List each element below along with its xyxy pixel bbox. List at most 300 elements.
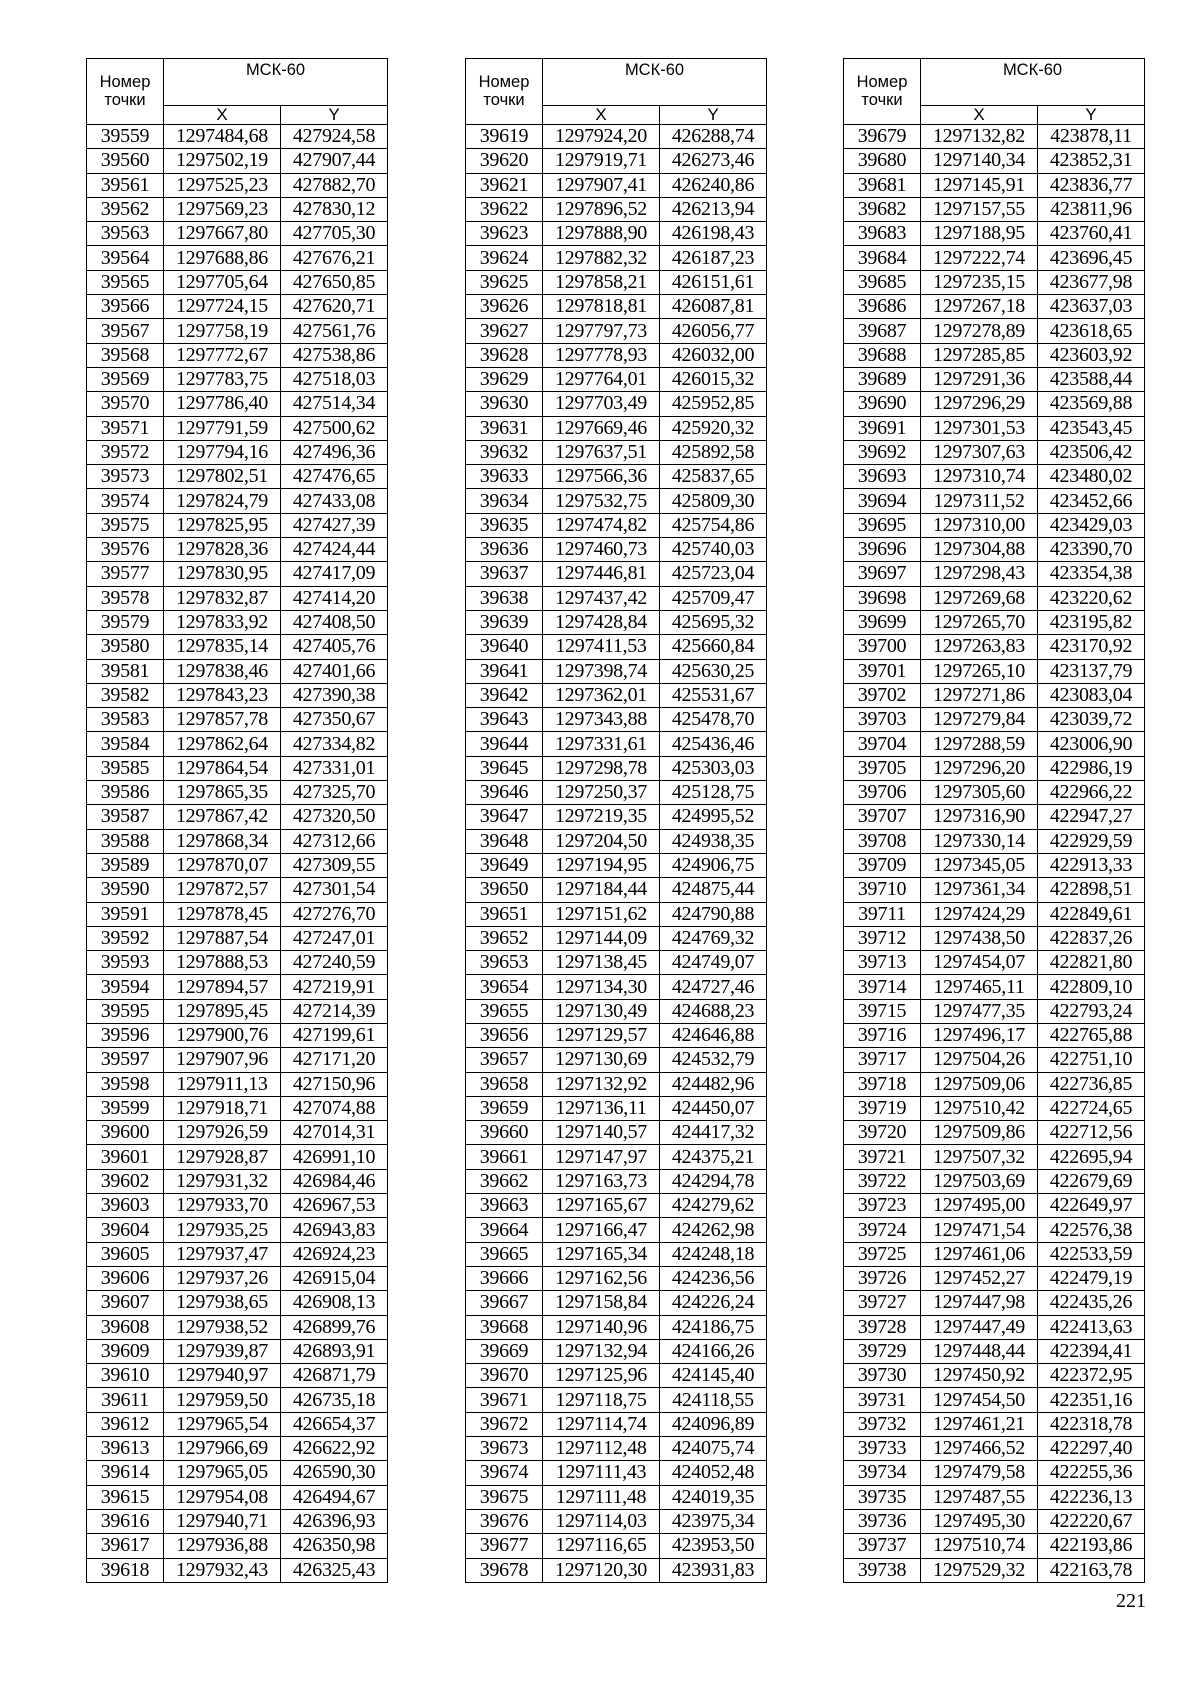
table-row [844,1315,1145,1339]
point-number-cell: 39592 [87,926,164,950]
y-coordinate-cell: 427320,50 [281,805,388,829]
x-coordinate-cell: 1297783,75 [164,367,281,391]
x-coordinate-cell: 1297278,89 [921,319,1038,343]
x-coordinate-cell: 1297786,40 [164,392,281,416]
point-number-cell: 39595 [87,999,164,1023]
y-coordinate-cell: 423931,83 [660,1558,767,1582]
table-row [466,999,767,1023]
table-row [844,319,1145,343]
point-number-cell: 39619 [466,125,543,149]
table-row [844,1339,1145,1363]
y-coordinate-cell: 424166,26 [660,1339,767,1363]
table-row [844,1096,1145,1120]
y-coordinate-cell: 422986,19 [1038,756,1145,780]
y-coordinate-cell: 427476,65 [281,465,388,489]
point-number-cell: 39720 [844,1121,921,1145]
y-coordinate-cell: 423543,45 [1038,416,1145,440]
point-number-cell: 39638 [466,586,543,610]
table-row [466,392,767,416]
y-coordinate-cell: 427309,55 [281,853,388,877]
point-number-cell: 39617 [87,1534,164,1558]
y-coordinate-cell: 425303,03 [660,756,767,780]
table-row [466,270,767,294]
x-coordinate-cell: 1297724,15 [164,295,281,319]
x-coordinate-cell: 1297888,90 [543,222,660,246]
point-number-cell: 39628 [466,343,543,367]
point-number-cell: 39569 [87,367,164,391]
y-coordinate-cell: 426924,23 [281,1242,388,1266]
table-row [466,562,767,586]
x-coordinate-cell: 1297138,45 [543,951,660,975]
y-coordinate-cell: 427247,01 [281,926,388,950]
x-coordinate-cell: 1297114,74 [543,1412,660,1436]
table-row [466,440,767,464]
table-row [844,1291,1145,1315]
x-coordinate-cell: 1297938,52 [164,1315,281,1339]
point-number-cell: 39588 [87,829,164,853]
x-coordinate-cell: 1297830,95 [164,562,281,586]
table-row [87,1461,388,1485]
table-row [87,562,388,586]
y-header: Y [281,106,388,125]
y-coordinate-cell: 423618,65 [1038,319,1145,343]
y-coordinate-cell: 427561,76 [281,319,388,343]
y-coordinate-cell: 424417,32 [660,1121,767,1145]
y-coordinate-cell: 425630,25 [660,659,767,683]
table-row [87,465,388,489]
x-coordinate-cell: 1297140,96 [543,1315,660,1339]
table-row [844,975,1145,999]
point-number-cell: 39654 [466,975,543,999]
point-number-cell: 39571 [87,416,164,440]
y-coordinate-cell: 426396,93 [281,1509,388,1533]
x-coordinate-cell: 1297465,11 [921,975,1038,999]
point-number-cell: 39608 [87,1315,164,1339]
x-coordinate-cell: 1297835,14 [164,635,281,659]
x-coordinate-cell: 1297132,94 [543,1339,660,1363]
table-row [87,1048,388,1072]
y-coordinate-cell: 426899,76 [281,1315,388,1339]
point-number-cell: 39593 [87,951,164,975]
table-row [87,1509,388,1533]
x-coordinate-cell: 1297705,64 [164,270,281,294]
y-coordinate-cell: 423696,45 [1038,246,1145,270]
y-coordinate-cell: 427401,66 [281,659,388,683]
y-coordinate-cell: 422821,80 [1038,951,1145,975]
y-coordinate-cell: 422679,69 [1038,1169,1145,1193]
table-row [87,1534,388,1558]
table-row [87,1096,388,1120]
y-coordinate-cell: 424938,35 [660,829,767,853]
point-number-cell: 39705 [844,756,921,780]
table-row [87,829,388,853]
point-number-cell: 39599 [87,1096,164,1120]
point-number-cell: 39682 [844,197,921,221]
table-row [87,1072,388,1096]
y-coordinate-cell: 426984,46 [281,1169,388,1193]
x-coordinate-cell: 1297918,71 [164,1096,281,1120]
table-row [844,149,1145,173]
point-number-cell: 39649 [466,853,543,877]
point-number-cell: 39641 [466,659,543,683]
x-coordinate-cell: 1297928,87 [164,1145,281,1169]
y-coordinate-cell: 427214,39 [281,999,388,1023]
table-row [844,1485,1145,1509]
table-row [87,635,388,659]
point-number-cell: 39723 [844,1194,921,1218]
x-coordinate-cell: 1297424,29 [921,902,1038,926]
table-row [87,1388,388,1412]
x-coordinate-cell: 1297825,95 [164,513,281,537]
x-coordinate-cell: 1297454,07 [921,951,1038,975]
x-coordinate-cell: 1297954,08 [164,1485,281,1509]
y-coordinate-cell: 424186,75 [660,1315,767,1339]
x-coordinate-cell: 1297291,36 [921,367,1038,391]
table-row [466,1558,767,1582]
point-number-cell: 39618 [87,1558,164,1582]
y-coordinate-cell: 425709,47 [660,586,767,610]
y-coordinate-cell: 423637,03 [1038,295,1145,319]
table-row [87,708,388,732]
point-number-cell: 39736 [844,1509,921,1533]
point-number-cell: 39626 [466,295,543,319]
y-coordinate-cell: 426087,81 [660,295,767,319]
x-coordinate-cell: 1297900,76 [164,1023,281,1047]
point-number-cell: 39683 [844,222,921,246]
table-row [844,683,1145,707]
point-number-cell: 39707 [844,805,921,829]
table-row [466,683,767,707]
y-coordinate-cell: 425128,75 [660,781,767,805]
x-coordinate-cell: 1297362,01 [543,683,660,707]
y-coordinate-cell: 422479,19 [1038,1266,1145,1290]
x-coordinate-cell: 1297791,59 [164,416,281,440]
table-row [466,975,767,999]
x-coordinate-cell: 1297794,16 [164,440,281,464]
y-coordinate-cell: 427301,54 [281,878,388,902]
table-row [87,610,388,634]
point-number-cell: 39616 [87,1509,164,1533]
table-row [844,853,1145,877]
x-coordinate-cell: 1297933,70 [164,1194,281,1218]
y-coordinate-cell: 425436,46 [660,732,767,756]
table-row [87,1339,388,1363]
x-coordinate-cell: 1297504,26 [921,1048,1038,1072]
point-number-cell: 39567 [87,319,164,343]
y-coordinate-cell: 422929,59 [1038,829,1145,853]
table-row [87,1485,388,1509]
y-coordinate-cell: 427500,62 [281,416,388,440]
point-number-cell: 39726 [844,1266,921,1290]
table-row [466,829,767,853]
point-number-cell: 39699 [844,610,921,634]
x-coordinate-cell: 1297165,67 [543,1194,660,1218]
table-row [466,878,767,902]
table-row [844,878,1145,902]
point-number-cell: 39727 [844,1291,921,1315]
y-coordinate-cell: 427417,09 [281,562,388,586]
table-row [87,853,388,877]
point-number-cell: 39613 [87,1437,164,1461]
y-coordinate-cell: 423480,02 [1038,465,1145,489]
point-number-cell: 39586 [87,781,164,805]
x-coordinate-cell: 1297129,57 [543,1023,660,1047]
x-coordinate-cell: 1297764,01 [543,367,660,391]
y-coordinate-cell: 426187,23 [660,246,767,270]
x-coordinate-cell: 1297398,74 [543,659,660,683]
table-row [87,1364,388,1388]
table-row [87,756,388,780]
y-coordinate-cell: 426893,91 [281,1339,388,1363]
point-number-header: Номер точки [466,59,543,125]
x-coordinate-cell: 1297503,69 [921,1169,1038,1193]
x-coordinate-cell: 1297130,69 [543,1048,660,1072]
y-coordinate-cell: 427514,34 [281,392,388,416]
point-number-cell: 39664 [466,1218,543,1242]
x-coordinate-cell: 1297166,47 [543,1218,660,1242]
table-row [87,1218,388,1242]
table-row [466,1437,767,1461]
point-number-cell: 39675 [466,1485,543,1509]
table-row [844,416,1145,440]
point-number-cell: 39658 [466,1072,543,1096]
point-number-cell: 39669 [466,1339,543,1363]
table-row [87,732,388,756]
table-row [466,1534,767,1558]
point-number-cell: 39584 [87,732,164,756]
point-number-cell: 39601 [87,1145,164,1169]
y-coordinate-cell: 427538,86 [281,343,388,367]
point-number-cell: 39700 [844,635,921,659]
coordinate-system-header: МСК-60 [921,59,1145,106]
y-coordinate-cell: 427312,66 [281,829,388,853]
table-row [844,295,1145,319]
table-row [466,1485,767,1509]
point-number-cell: 39597 [87,1048,164,1072]
point-number-cell: 39646 [466,781,543,805]
table-row [844,1509,1145,1533]
table-row [844,1534,1145,1558]
table-row [87,319,388,343]
y-coordinate-cell: 424769,32 [660,926,767,950]
point-number-cell: 39661 [466,1145,543,1169]
y-coordinate-cell: 426967,53 [281,1194,388,1218]
point-number-cell: 39585 [87,756,164,780]
point-number-cell: 39614 [87,1461,164,1485]
x-coordinate-cell: 1297316,90 [921,805,1038,829]
table-row [844,1558,1145,1582]
point-number-cell: 39695 [844,513,921,537]
x-coordinate-cell: 1297496,17 [921,1023,1038,1047]
y-coordinate-cell: 423836,77 [1038,173,1145,197]
y-coordinate-cell: 427518,03 [281,367,388,391]
y-coordinate-cell: 422163,78 [1038,1558,1145,1582]
table-row [87,1412,388,1436]
x-coordinate-cell: 1297163,73 [543,1169,660,1193]
y-coordinate-cell: 427331,01 [281,756,388,780]
point-number-cell: 39581 [87,659,164,683]
point-number-cell: 39640 [466,635,543,659]
table-row [844,610,1145,634]
x-coordinate-cell: 1297279,84 [921,708,1038,732]
y-coordinate-cell: 426915,04 [281,1266,388,1290]
x-coordinate-cell: 1297569,23 [164,197,281,221]
y-coordinate-cell: 426735,18 [281,1388,388,1412]
x-coordinate-cell: 1297136,11 [543,1096,660,1120]
point-number-cell: 39570 [87,392,164,416]
y-coordinate-cell: 422193,86 [1038,1534,1145,1558]
x-coordinate-cell: 1297132,92 [543,1072,660,1096]
y-coordinate-cell: 423429,03 [1038,513,1145,537]
y-coordinate-cell: 425754,86 [660,513,767,537]
table-row [87,367,388,391]
y-coordinate-cell: 422649,97 [1038,1194,1145,1218]
table-row [466,1096,767,1120]
point-number-cell: 39606 [87,1266,164,1290]
x-coordinate-cell: 1297895,45 [164,999,281,1023]
x-coordinate-cell: 1297130,49 [543,999,660,1023]
point-number-cell: 39579 [87,610,164,634]
table-row [844,1461,1145,1485]
table-row [466,732,767,756]
x-coordinate-cell: 1297114,03 [543,1509,660,1533]
x-coordinate-cell: 1297194,95 [543,853,660,877]
y-coordinate-cell: 425892,58 [660,440,767,464]
y-coordinate-cell: 423878,11 [1038,125,1145,149]
point-number-cell: 39615 [87,1485,164,1509]
y-coordinate-cell: 426198,43 [660,222,767,246]
table-row [466,343,767,367]
y-coordinate-cell: 427705,30 [281,222,388,246]
table-row [844,270,1145,294]
x-coordinate-cell: 1297305,60 [921,781,1038,805]
point-number-cell: 39591 [87,902,164,926]
y-coordinate-cell: 422837,26 [1038,926,1145,950]
point-number-cell: 39673 [466,1437,543,1461]
point-number-cell: 39589 [87,853,164,877]
point-number-cell: 39582 [87,683,164,707]
x-coordinate-cell: 1297865,35 [164,781,281,805]
x-coordinate-cell: 1297438,50 [921,926,1038,950]
table-row [87,270,388,294]
x-coordinate-cell: 1297140,57 [543,1121,660,1145]
point-number-cell: 39643 [466,708,543,732]
y-coordinate-cell: 427433,08 [281,489,388,513]
point-number-cell: 39635 [466,513,543,537]
point-number-cell: 39735 [844,1485,921,1509]
point-number-cell: 39596 [87,1023,164,1047]
point-number-cell: 39633 [466,465,543,489]
point-number-cell: 39702 [844,683,921,707]
point-number-cell: 39692 [844,440,921,464]
x-coordinate-cell: 1297857,78 [164,708,281,732]
y-coordinate-cell: 424906,75 [660,853,767,877]
y-coordinate-cell: 426015,32 [660,367,767,391]
y-coordinate-cell: 427350,67 [281,708,388,732]
x-coordinate-cell: 1297872,57 [164,878,281,902]
y-coordinate-cell: 426350,98 [281,1534,388,1558]
table-row [466,902,767,926]
table-row [844,829,1145,853]
y-coordinate-cell: 422712,56 [1038,1121,1145,1145]
point-number-cell: 39607 [87,1291,164,1315]
y-coordinate-cell: 427276,70 [281,902,388,926]
table-row [466,1509,767,1533]
x-coordinate-cell: 1297937,26 [164,1266,281,1290]
point-number-header: Номер точки [844,59,921,125]
y-coordinate-cell: 422435,26 [1038,1291,1145,1315]
y-coordinate-cell: 427924,58 [281,125,388,149]
point-number-cell: 39634 [466,489,543,513]
x-header: X [164,106,281,125]
x-coordinate-cell: 1297864,54 [164,756,281,780]
y-coordinate-cell: 422394,41 [1038,1339,1145,1363]
x-coordinate-cell: 1297919,71 [543,149,660,173]
y-coordinate-cell: 422966,22 [1038,781,1145,805]
table-row [87,805,388,829]
table-row [466,416,767,440]
point-number-cell: 39602 [87,1169,164,1193]
table-row [844,732,1145,756]
y-coordinate-cell: 427219,91 [281,975,388,999]
x-coordinate-cell: 1297188,95 [921,222,1038,246]
y-coordinate-cell: 425660,84 [660,635,767,659]
table-row [844,1266,1145,1290]
point-number-cell: 39655 [466,999,543,1023]
x-coordinate-cell: 1297495,30 [921,1509,1038,1533]
y-coordinate-cell: 427496,36 [281,440,388,464]
y-coordinate-cell: 424262,98 [660,1218,767,1242]
table-row [844,1023,1145,1047]
y-coordinate-cell: 427650,85 [281,270,388,294]
y-coordinate-cell: 423354,38 [1038,562,1145,586]
y-coordinate-cell: 422372,95 [1038,1364,1145,1388]
point-number-cell: 39653 [466,951,543,975]
y-coordinate-cell: 422413,63 [1038,1315,1145,1339]
table-row [466,538,767,562]
y-coordinate-cell: 425837,65 [660,465,767,489]
table-row [87,975,388,999]
y-coordinate-cell: 427408,50 [281,610,388,634]
y-coordinate-cell: 424375,21 [660,1145,767,1169]
point-number-cell: 39574 [87,489,164,513]
x-coordinate-cell: 1297134,30 [543,975,660,999]
point-number-cell: 39612 [87,1412,164,1436]
point-number-cell: 39642 [466,683,543,707]
y-coordinate-cell: 426325,43 [281,1558,388,1582]
x-coordinate-cell: 1297477,35 [921,999,1038,1023]
x-coordinate-cell: 1297307,63 [921,440,1038,464]
coordinate-system-header: МСК-60 [164,59,388,106]
x-coordinate-cell: 1297532,75 [543,489,660,513]
x-coordinate-cell: 1297935,25 [164,1218,281,1242]
table-row [466,513,767,537]
x-coordinate-cell: 1297466,52 [921,1437,1038,1461]
table-row [844,1169,1145,1193]
point-number-cell: 39693 [844,465,921,489]
coordinates-table-1 [86,58,388,1583]
point-number-cell: 39685 [844,270,921,294]
y-coordinate-cell: 422236,13 [1038,1485,1145,1509]
y-coordinate-cell: 422297,40 [1038,1437,1145,1461]
x-coordinate-cell: 1297461,21 [921,1412,1038,1436]
point-number-cell: 39737 [844,1534,921,1558]
table-row [466,1072,767,1096]
point-number-cell: 39691 [844,416,921,440]
x-coordinate-cell: 1297452,27 [921,1266,1038,1290]
x-header: X [543,106,660,125]
y-coordinate-cell: 424248,18 [660,1242,767,1266]
